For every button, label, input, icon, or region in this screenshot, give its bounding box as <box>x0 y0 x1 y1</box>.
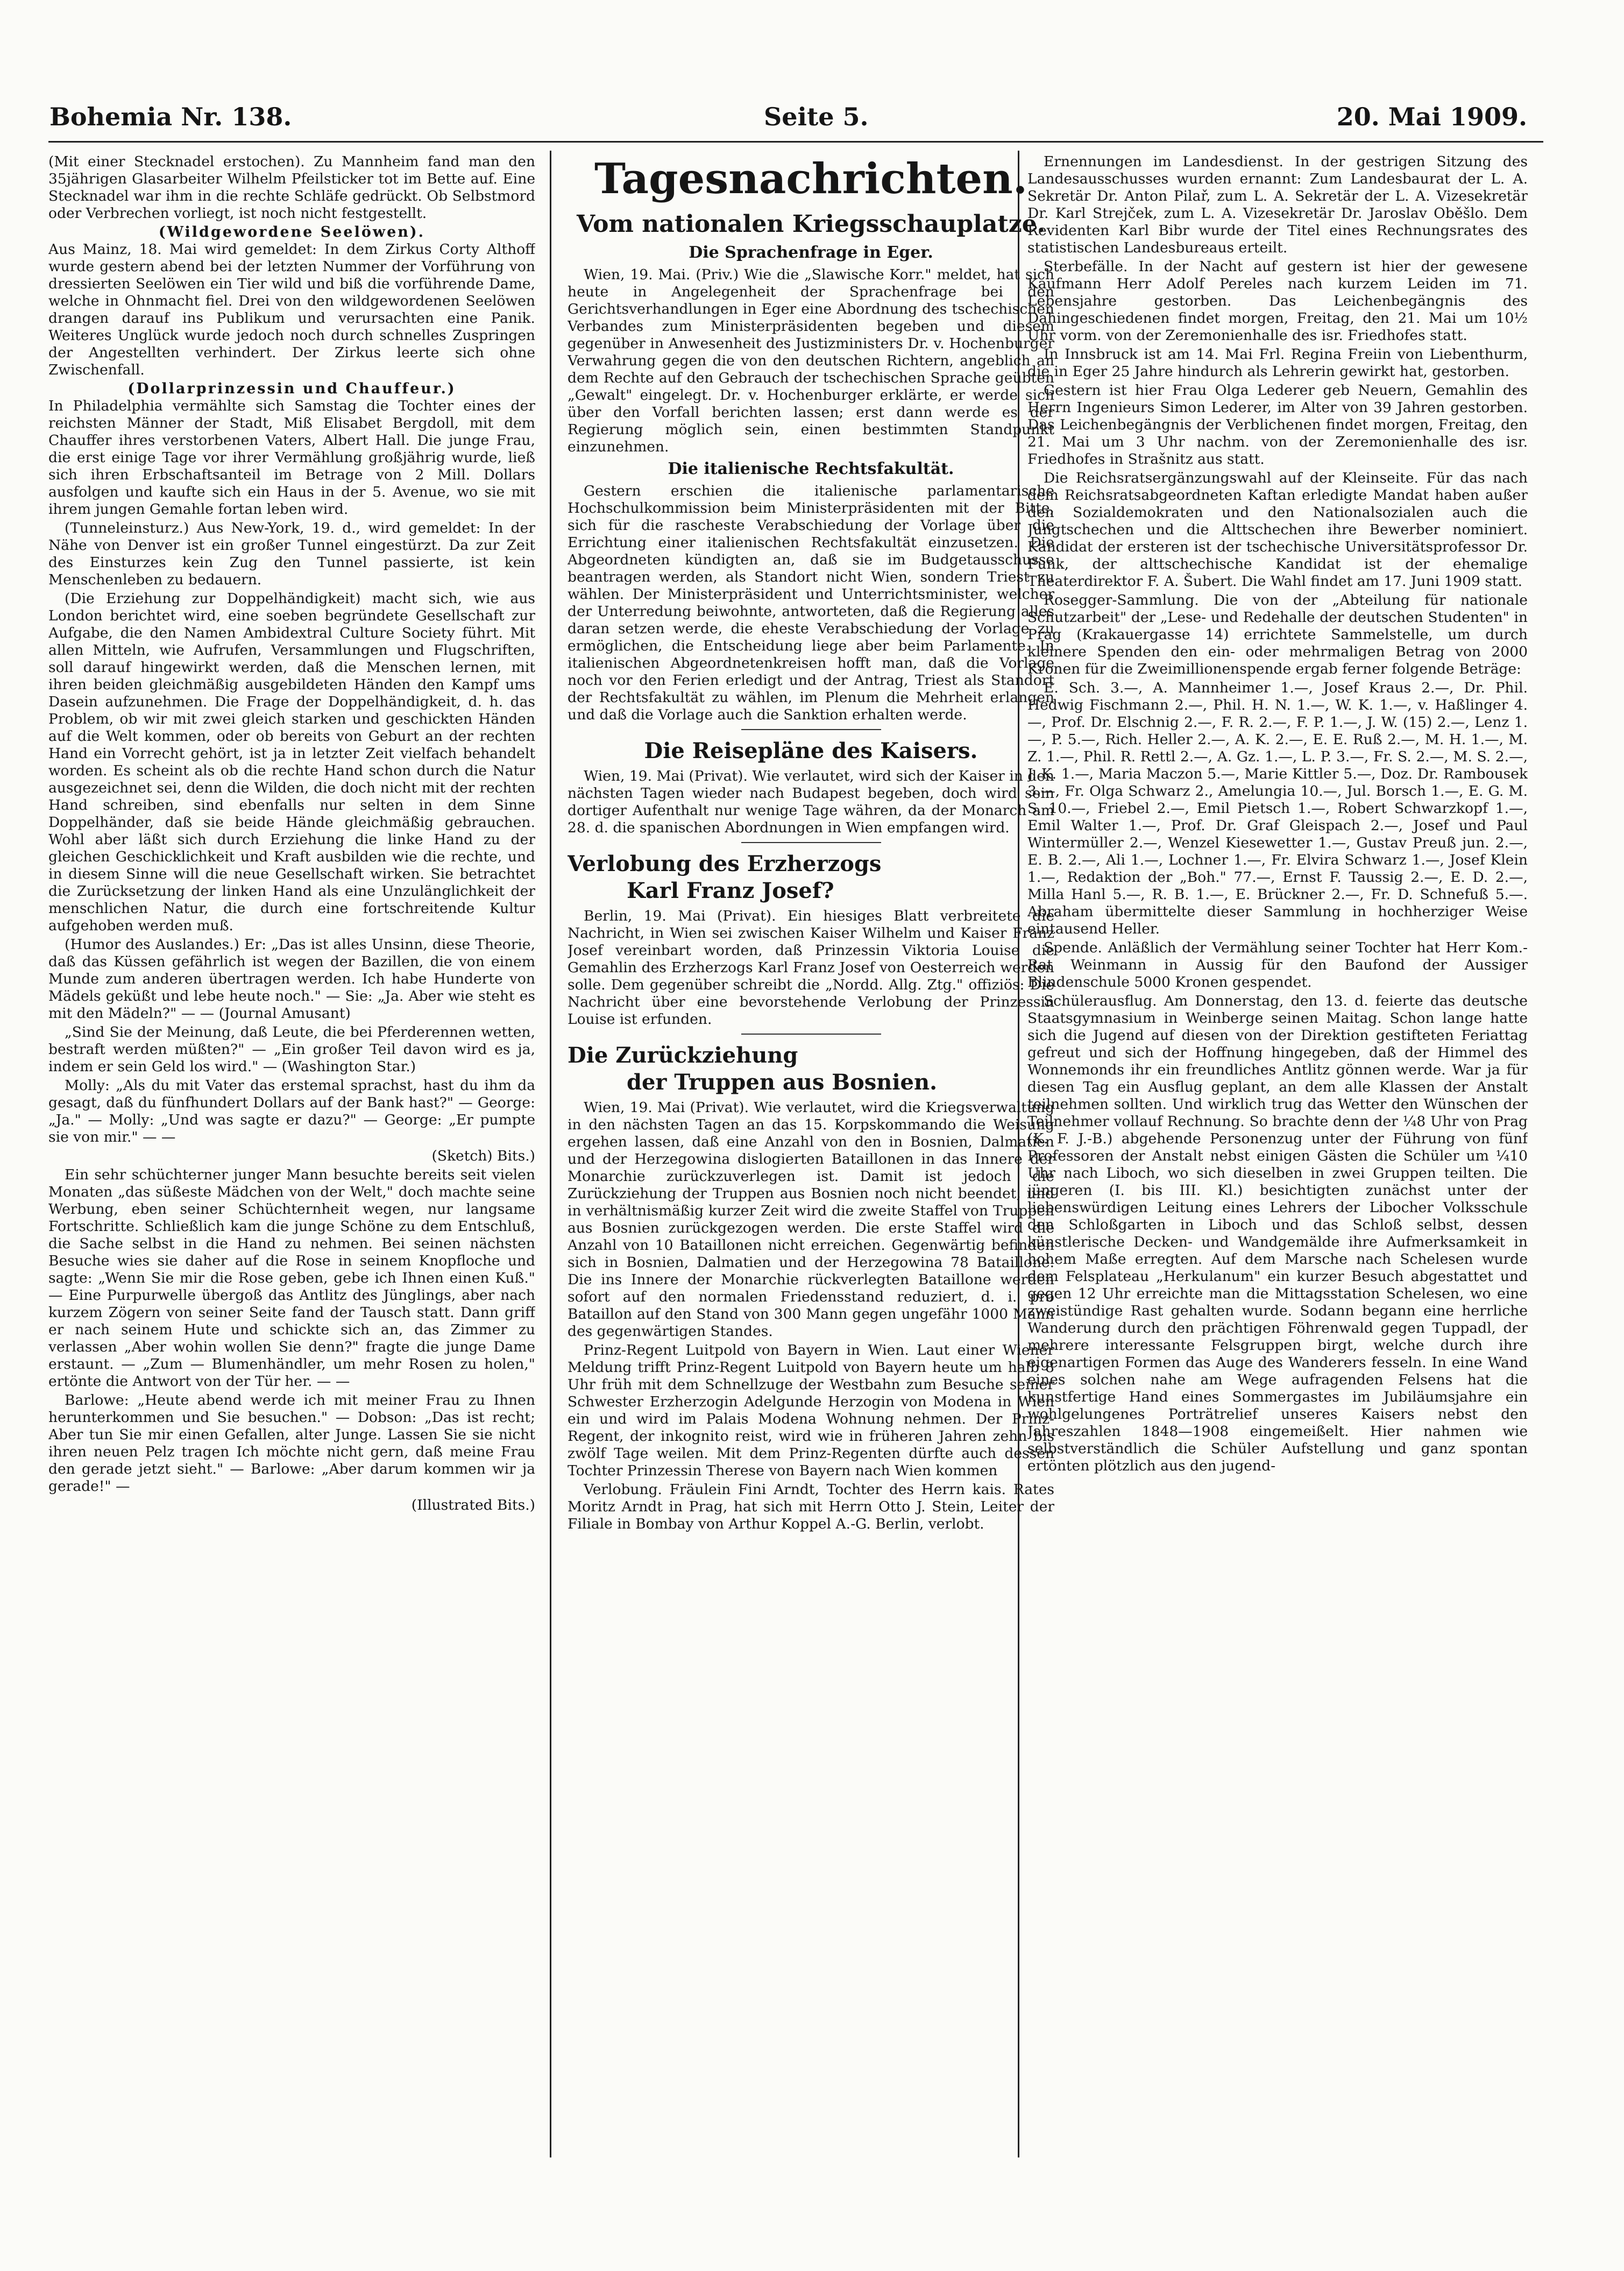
article-paragraph: Prinz-Regent Luitpold von Bayern in Wien. Laut einer Wiener Meldung trifft Prinz-Regent Luitpold von Bayern heute um halb 8 Uhr früh mit dem Schnellzuge der Westbahn zum Besuche seiner Schwester Erzherzogin Adelgunde Herzogin von Modena in Wien ein und wird im Palais Modena Wohnung nehmen. Der Prinz-Regent, der inkognito reist, wird wie in früheren Jahren zehn bis zwölf Tage weilen. Mit dem Prinz-Regenten dürfte auch dessen Tochter Prinzessin Therese von Bayern nach Wien kommen <box>568 1342 1054 1479</box>
section-subtitle: Vom nationalen Kriegsschauplatze. <box>576 210 1046 238</box>
header-issue: Bohemia Nr. 138. <box>49 102 292 131</box>
header-rule <box>48 141 1543 143</box>
article-heading: Die Zurückziehung <box>568 1043 798 1068</box>
header-date: 20. Mai 1909. <box>1336 102 1527 131</box>
article-paragraph: In Innsbruck ist am 14. Mai Frl. Regina Freiin von Liebenthurm, die in Eger 25 Jahre hindurch als Lehrerin gewirkt hat, gestorben. <box>1027 346 1528 380</box>
column-divider <box>550 151 551 2157</box>
article-paragraph: Ernennungen im Landesdienst. In der gestrigen Sitzung des Landesausschusses wurden ernannt: Zum Landesbaurat der L. A. Sekretär Dr. Anton Pilař, zum L. A. Sekretär der L. A. Vizesekretär Dr. Karl Strejček, zum L. A. Vizesekretär Dr. Jaroslav Oběšlo. Dem Revidenten Karl Bibr wurde der Titel eines Rechnungsrates des statistischen Landesbureaus erteilt. <box>1027 153 1528 256</box>
article-heading: Die Reisepläne des Kaisers. <box>644 738 978 763</box>
article-paragraph: Wien, 19. Mai (Privat). Wie verlautet, wird sich der Kaiser in den nächsten Tagen wieder nach Budapest begeben, doch wird sein dortiger Aufenthalt nur wenige Tage währen, da der Monarch am 28. d. die spanischen Abordnungen in Wien empfangen wird. <box>568 768 1054 836</box>
article-heading: Die italienische Rechtsfakultät. <box>668 459 954 478</box>
article-paragraph: Verlobung. Fräulein Fini Arndt, Tochter des Herrn kais. Rates Moritz Arndt in Prag, hat sich mit Herrn Otto J. Stein, Leiter der Filiale in Bombay von Arthur Koppel A.-G. Berlin, verlobt. <box>568 1481 1054 1532</box>
header-page-number: Seite 5. <box>764 102 869 131</box>
column-1 <box>48 153 535 2155</box>
article-paragraph: „Sind Sie der Meinung, daß Leute, die bei Pferderennen wetten, bestraft werden müßten?" — „Ein großer Teil davon wird es ja, indem er sein Geld los wird." — (Washington Star.) <box>48 1024 535 1075</box>
article-paragraph: Schülerausflug. Am Donnerstag, den 13. d. feierte das deutsche Staatsgymnasium in Weinberge seinen Maitag. Schon lange hatte sich die Jugend auf diesen von der Direktion gestifteten Feriattag gefreut und sich der Hoffnung hingegeben, daß der Himmel des Wonnemonds ihr ein freundliches Antlitz gönnen werde. War ja für diesen Tag ein Ausflug geplant, an dem alle Klassen der Anstalt teilnehmen sollten. Und wirklich trug das Wetter den Wünschen der Teilnehmer vollauf Rechnung. So brachte denn der ¼8 Uhr von Prag (K. F. J.-B.) abgehende Personenzug unter der Führung von fünf Professoren der Anstalt nebst einigen Gästen die Schüler um ¼10 Uhr nach Liboch, wo sich dieselben in zwei Gruppen teilten. Die jüngeren (I. bis III. Kl.) besichtigten zunächst unter der liebenswürdigen Leitung eines Lehrers der Libocher Volksschule den Schloßgarten in Liboch und das Schloß selbst, dessen künstlerische Decken- und Wandgemälde ihre Aufmerksamkeit in hohem Maße erregten. Auf dem Marsche nach Schelesen wurde dem Felsplateau „Herkulanum" ein kurzer Besuch abgestattet und gegen 12 Uhr erreichte man die Mittagsstation Schelesen, wo eine zweistündige Rast gehalten wurde. Sodann begann eine herrliche Wanderung durch den prächtigen Föhrenwald gegen Tuppadl, der mehrere interessante Felsgruppen birgt, welche durch ihre eigenartigen Formen das Auge des Wanderers fesseln. In eine Wand eines solchen nahe am Wege aufragenden Felsens hat die kunstfertige Hand eines Sommergastes im Jubiläumsjahre ein wohlgelungenes Porträtrelief unseres Kaisers nebst den Jahreszahlen 1848—1908 eingemeißelt. Hier nahmen wie selbstverständlich die Schüler Aufstellung und ganz spontan ertönten plötzlich aus den jugend- <box>1027 993 1528 1474</box>
column-3 <box>1027 153 1528 2155</box>
section-title: Tagesnachrichten. <box>594 154 1028 203</box>
article-heading: Verlobung des Erzherzogs <box>568 851 882 876</box>
separator <box>741 729 881 730</box>
article-paragraph: Barlowe: „Heute abend werde ich mit meiner Frau zu Ihnen herunterkommen und Sie besuchen." — Dobson: „Das ist recht; Aber tun Sie mir einen Gefallen, alter Junge. Lassen Sie sie nicht ihren neuen Pelz tragen Ich möchte nicht gern, daß meine Frau den gerade jetzt sieht." — Barlowe: „Aber darum kommen wir ja gerade!" — <box>48 1392 535 1495</box>
donor-list: E. Sch. 3.—, A. Mannheimer 1.—, Josef Kraus 2.—, Dr. Phil. Hedwig Fischmann 2.—, Phil. H. N. 1.—, W. K. 1.—, v. Haßlinger 4.—, Prof. Dr. Elschnig 2.—, F. R. 2.—, F. P. 1.—, J. W. (15) 2.—, Lenz 1.—, P. 5.—, Rich. Heller 2.—, A. K. 2.—, E. E. Ruß 2.—, M. H. 1.—, M. Z. 1.—, Phil. R. Rettl 2.—, A. Gz. 1.—, L. P. 3.—, Fr. S. 2.—, M. S. 2.—, J. K. 1.—, Maria Maczon 5.—, Marie Kittler 5.—, Doz. Dr. Rambousek 3.—, Fr. Olga Schwarz 2., Amelungia 10.—, Jul. Borsch 1.—, E. G. M. S. 10.—, Friebel 2.—, Emil Pietsch 1.—, Robert Schwarzkopf 1.—, Emil Walter 1.—, Prof. Dr. Graf Gleispach 2.—, Josef und Paul Wintermüller 2.—, Wenzel Kiesewetter 1.—, Gustav Preuß jun. 2.—, E. B. 2.—, Ali 1.—, Lochner 1.—, Fr. Elvira Schwarz 1.—, Josef Klein 1.—, Redaktion der „Boh." 77.—, Ernst F. Taussig 2.—, E. D. 2.—, Milla Hanl 5.—, R. B. 1.—, E. Brückner 2.—, Fr. D. Schnefuß 5.—. Abraham übermittelte dieser Sammlung in hochherziger Weise eintausend Heller. <box>1027 680 1528 937</box>
article-heading: (Dollarprinzessin und Chauffeur.) <box>127 380 456 397</box>
article-paragraph: Gestern ist hier Frau Olga Lederer geb Neuern, Gemahlin des Herrn Ingenieurs Simon Lederer, im Alter von 39 Jahren gestorben. Das Leichenbegängnis der Verblichenen findet morgen, Freitag, den 21. Mai um 3 Uhr nachm. von der Zeremonienhalle des isr. Friedhofes in Strašnitz aus statt. <box>1027 382 1528 468</box>
article-paragraph: Gestern erschien die italienische parlamentarische Hochschulkommission beim Ministerpräsidenten mit der Bitte, sich für die rascheste Verabschiedung der Vorlage über die Errichtung einer italienischen Rechtsfakultät einzusetzen. Die Abgeordneten kündigten an, daß sie im Budgetausschusse beantragen werden, als Standort nicht Wien, sondern Triest zu wählen. Der Ministerpräsident und Unterrichtsminister, welcher der Unterredung beiwohnte, antworteten, daß die Regierung alles daran setzen werde, die eheste Verabschiedung der Vorlage zu ermöglichen, die Entscheidung liege aber beim Parlamente. In italienischen Abgeordnetenkreisen hofft man, daß die Vorlage noch vor den Ferien erledigt und der Antrag, Triest als Standort der Rechtsfakultät zu wählen, im Plenum die Mehrheit erlangen und daß die Vorlage auch die Sanktion erhalten werde. <box>568 483 1054 723</box>
article-heading: Karl Franz Josef? <box>627 878 834 903</box>
article-paragraph: Berlin, 19. Mai (Privat). Ein hiesiges Blatt verbreitete die Nachricht, in Wien sei zwischen Kaiser Wilhelm und Kaiser Franz Josef vereinbart worden, daß Prinzessin Viktoria Louise die Gemahlin des Erzherzogs Karl Franz Josef von Oesterreich werden solle. Dem gegenüber schreibt die „Nordd. Allg. Ztg." offiziös: Die Nachricht über eine bevorstehende Verlobung der Prinzessin Louise ist erfunden. <box>568 908 1054 1028</box>
column-2 <box>568 153 1054 2155</box>
article-paragraph: (Tunneleinsturz.) Aus New-York, 19. d., wird gemeldet: In der Nähe von Denver ist ein großer Tunnel eingestürzt. Da zur Zeit des Einsturzes kein Zug den Tunnel passierte, ist kein Menschenleben zu bedauern. <box>48 520 535 588</box>
article-paragraph: Ein sehr schüchterner junger Mann besuchte bereits seit vielen Monaten „das süßeste Mädchen von der Welt," doch machte seine Werbung, eben seiner Schüchternheit wegen, nur langsame Fortschritte. Schließlich kam die junge Schöne zu dem Entschluß, die Sache selbst in die Hand zu nehmen. Bei seinen nächsten Besuche wies sie daher auf die Rose in seinem Knopfloche und sagte: „Wenn Sie mir die Rose geben, gebe ich Ihnen einen Kuß." — Eine Purpurwelle übergoß das Antlitz des Jünglings, aber nach kurzem Zögern von seiner Seite fand der Tausch statt. Dann griff er nach seinem Hute und schickte sich an, das Zimmer zu verlassen „Aber wohin wollen Sie denn?" fragte die junge Dame erstaunt. — „Zum — Blumenhändler, um mehr Rosen zu holen," ertönte die Antwort von der Tür her. — — <box>48 1166 535 1390</box>
article-paragraph: Molly: „Als du mit Vater das erstemal sprachst, hast du ihm da gesagt, daß du fünfhundert Dollars auf der Bank hast?" — George: „Ja." — Molly: „Und was sagte er dazu?" — George: „Er pumpte sie von mir." — — <box>48 1077 535 1145</box>
article-paragraph: (Mit einer Stecknadel erstochen). Zu Mannheim fand man den 35jährigen Glasarbeiter Wilhelm Pfeilsticker tot im Bette auf. Eine Stecknadel war ihm in die rechte Schläfe gedrückt. Ob Selbstmord oder Verbrechen vorliegt, ist noch nicht festgestellt. <box>48 153 535 222</box>
source-credit: (Illustrated Bits.) <box>411 1497 535 1513</box>
article-heading: (Wildgewordene Seelöwen). <box>158 224 425 240</box>
article-paragraph: In Philadelphia vermählte sich Samstag die Tochter eines der reichsten Männer der Stadt, Miß Elisabet Bergdoll, mit dem Chauffer ihres verstorbenen Vaters, Albert Hall. Die junge Frau, die erst einige Tage vor ihrer Vermählung großjährig wurde, ließ sich ihren Erbschaftsanteil im Betrage von 2 Mill. Dollars ausfolgen und kaufte sich ein Haus in der 5. Avenue, wo sie mit ihrem jungen Gemahle fortan leben wird. <box>48 398 535 518</box>
source-credit: (Sketch) Bits.) <box>431 1148 535 1164</box>
article-paragraph: Rosegger-Sammlung. Die von der „Abteilung für nationale Schutzarbeit" der „Lese- und Redehalle der deutschen Studenten" in Prag (Krakauergasse 14) errichtete Sammelstelle, um durch kleinere Spenden den ein- oder mehrmaligen Betrag von 2000 Kronen für die Zweimillionenspende ergab ferner folgende Beträge: <box>1027 592 1528 677</box>
article-paragraph: Wien, 19. Mai. (Priv.) Wie die „Slawische Korr." meldet, hat sich heute in Angelegenheit der Sprachenfrage bei den Gerichtsverhandlungen in Eger eine Abordnung des tschechischen Verbandes zum Ministerpräsidenten begeben und diesem gegenüber in Anwesenheit des Justizministers Dr. v. Hochenburger Verwahrung gegen die von den deutschen Richtern, angeblich an dem Rechte auf den Gebrauch der tschechischen Sprache geübten „Gewalt" eingelegt. Dr. v. Hochenburger erklärte, er werde sich über den Vorfall berichten lassen; erst dann werde es der Regierung möglich sein, einen bestimmten Standpunkt einzunehmen. <box>568 266 1054 455</box>
article-paragraph: (Die Erziehung zur Doppelhändigkeit) macht sich, wie aus London berichtet wird, eine soeben begründete Gesellschaft zur Aufgabe, die den Namen Ambidextral Culture Society führt. Mit allen Mitteln, wie Aufrufen, Versammlungen und Flugschriften, soll darauf hingewirkt werden, daß die Menschen lernen, mit ihren beiden gleichmäßig ausgebildeten Händen den Kampf ums Dasein aufzunehmen. Die Frage der Doppelhändigkeit, d. h. das Problem, ob wir mit zwei gleich starken und geschickten Händen auf die Welt kommen, oder ob bereits von Geburt an der rechten Hand ein Vorrecht gehört, ist ja in letzter Zeit vielfach behandelt worden. Es scheint als ob die rechte Hand schon durch die Natur ausgezeichnet sei, denn die Wilden, die doch nicht mit der rechten Hand schreiben, sind ebenfalls nur selten in dem Sinne Doppelhänder, daß sie beide Hände gleichmäßig gebrauchen. Wohl aber läßt sich durch Erziehung die linke Hand zu der gleichen Geschicklichkeit und Kraft ausbilden wie die rechte, und in diesem Sinne will die neue Gesellschaft wirken. Sie betrachtet die Zurücksetzung der linken Hand als eine Unzulänglichkeit der menschlichen Natur, die durch eine fortschreitende Kultur aufgehoben werden muß. <box>48 590 535 934</box>
article-paragraph: Wien, 19. Mai (Privat). Wie verlautet, wird die Kriegsverwaltung in den nächsten Tagen an das 15. Korpskommando die Weisung ergehen lassen, daß eine Anzahl von den in Bosnien, Dalmatien und der Herzegowina dislogierten Bataillonen in das Innere der Monarchie zurückzuverlegen ist. Damit ist jedoch die Zurückziehung der Truppen aus Bosnien noch nicht beendet, und in verhältnismäßig kurzer Zeit wird die zweite Staffel von Truppen aus Bosnien zurückgezogen werden. Die erste Staffel wird die Anzahl von 10 Bataillonen nicht erreichen. Gegenwärtig befinden sich in Bosnien, Dalmatien und der Herzegowina 78 Bataillone. Die ins Innere der Monarchie rückverlegten Bataillone werden sofort auf den normalen Friedensstand reduziert, d. i. pro Bataillon auf den Stand von 300 Mann gegen ungefähr 1000 Mann des gegenwärtigen Standes. <box>568 1099 1054 1340</box>
article-heading: Die Sprachenfrage in Eger. <box>689 243 933 262</box>
article-heading: der Truppen aus Bosnien. <box>627 1070 938 1095</box>
article-paragraph: Aus Mainz, 18. Mai wird gemeldet: In dem Zirkus Corty Althoff wurde gestern abend bei der letzten Nummer der Vorführung von dressierten Seelöwen ein Tier wild und biß die vorführende Dame, welche in Ohnmacht fiel. Drei von den wildgewordenen Seelöwen drangen darauf ins Publikum und verursachten eine Panik. Weiteres Unglück wurde jedoch noch durch schnelles Zuspringen der Angestellten verhindert. Der Zirkus leerte sich ohne Zwischenfall. <box>48 241 535 378</box>
article-paragraph: Spende. Anläßlich der Vermählung seiner Tochter hat Herr Kom.-Rat Weinmann in Aussig für den Baufond der Aussiger Blindenschule 5000 Kronen gespendet. <box>1027 939 1528 991</box>
separator <box>741 1034 881 1035</box>
article-paragraph: Die Reichsratsergänzungswahl auf der Kleinseite. Für das nach dem Reichsratsabgeordneten Kaftan erledigte Mandat haben außer den Sozialdemokraten und den Nationalsozialen auch die Jungtschechen und die Alttschechen ihre Bewerber nominiert. Kandidat der ersteren ist der tschechische Universitätsprofessor Dr. Funk, der alttschechische Kandidat ist der ehemalige Theaterdirektor F. A. Šubert. Die Wahl findet am 17. Juni 1909 statt. <box>1027 470 1528 590</box>
separator <box>741 842 881 843</box>
article-paragraph: (Humor des Auslandes.) Er: „Das ist alles Unsinn, diese Theorie, daß das Küssen gefährlich ist wegen der Bazillen, die von einem Munde zum anderen übertragen werden. Ich habe Hunderte von Mädels geküßt und lebe heute noch." — Sie: „Ja. Aber wie steht es mit den Mädeln?" — — (Journal Amusant) <box>48 936 535 1022</box>
article-paragraph: Sterbefälle. In der Nacht auf gestern ist hier der gewesene Kaufmann Herr Adolf Pereles nach kurzem Leiden im 71. Lebensjahre gestorben. Das Leichenbegängnis des Dahingeschiedenen findet morgen, Freitag, den 21. Mai um 10½ Uhr vorm. von der Zeremonienhalle des isr. Friedhofes statt. <box>1027 258 1528 344</box>
